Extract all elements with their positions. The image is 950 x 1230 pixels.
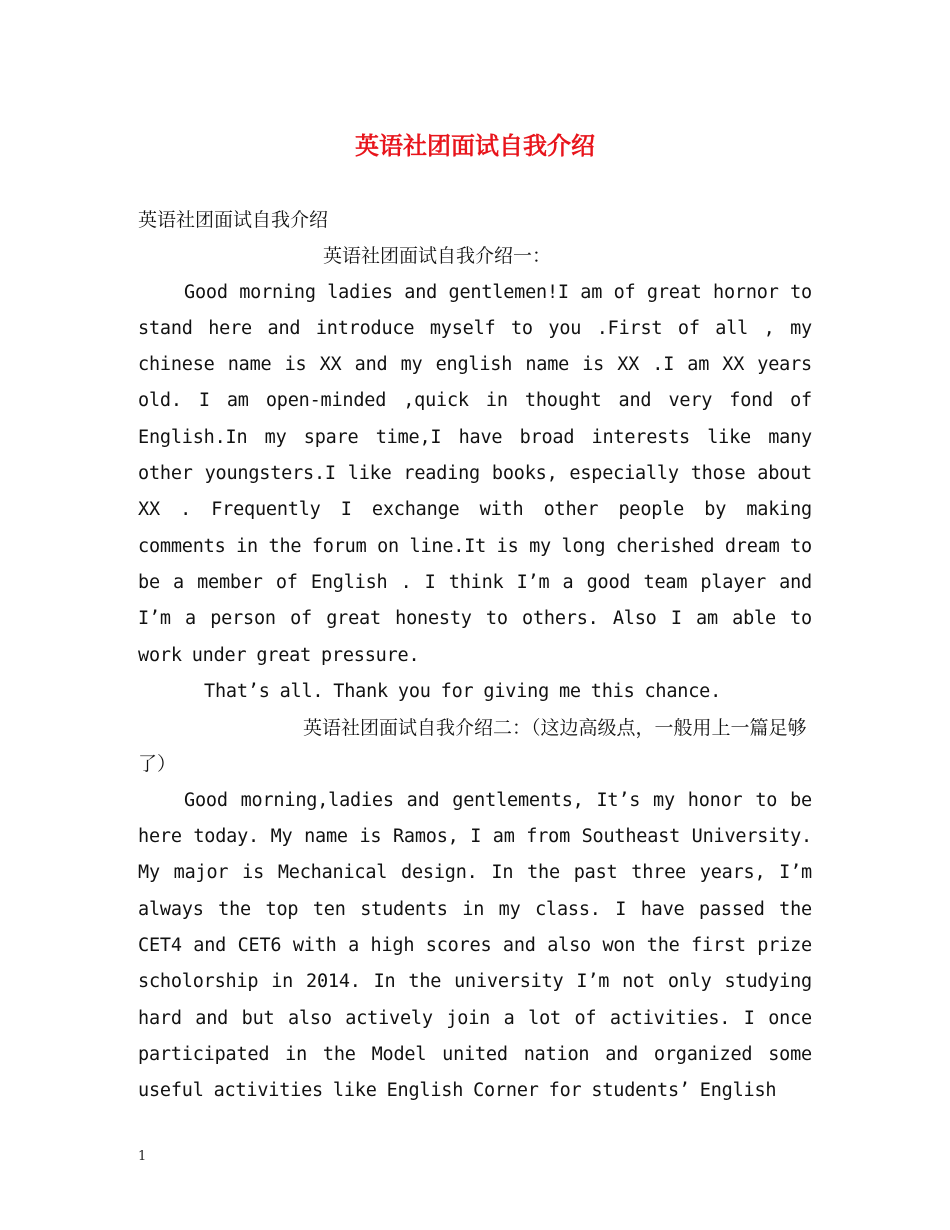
document-title: 英语社团面试自我介绍 <box>355 132 595 160</box>
section-2-paragraph: Good morning,ladies and gentlements, It’s my honor to be here today. My name is Ramos, I am from Southeast University. My major is Mechanical design. In the past three years, I’m always the top ten students in my class. I have passed the CET4 and CET6 with a high scores and also won the first prize scholorship in 2014. In the university I’m not only studying hard and but also actively join a lot of activities. I once participated in the Model united nation and organized some useful activities like English Corner for students’ English <box>138 789 812 1102</box>
section-2-heading: 英语社团面试自我介绍二：（这边高级点，一般用上一篇足够了） <box>138 717 807 776</box>
document-heading: 英语社团面试自我介绍 <box>138 209 329 231</box>
section-1-closing: That’s all. Thank you for giving me this chance. <box>204 680 722 702</box>
document-body <box>138 202 812 1109</box>
section-1-paragraph: Good morning ladies and gentlemen!I am of great hornor to stand here and introduce myself to you .First of all , my chinese name is XX and my english name is XX .I am XX years old. I am open-minded ,quick in thought and very fond of English.In my spare time,I have broad interests like many other youngsters.I like reading books, especially those about XX . Frequently I exchange with other people by making comments in the forum on line.It is my long cherished dream to be a member of English . I think I’m a good team player and I’m a person of great honesty to others. Also I am able to work under great pressure. <box>138 281 812 666</box>
page-number: 1 <box>138 1149 147 1164</box>
section-1-heading: 英语社团面试自我介绍一： <box>323 245 552 268</box>
